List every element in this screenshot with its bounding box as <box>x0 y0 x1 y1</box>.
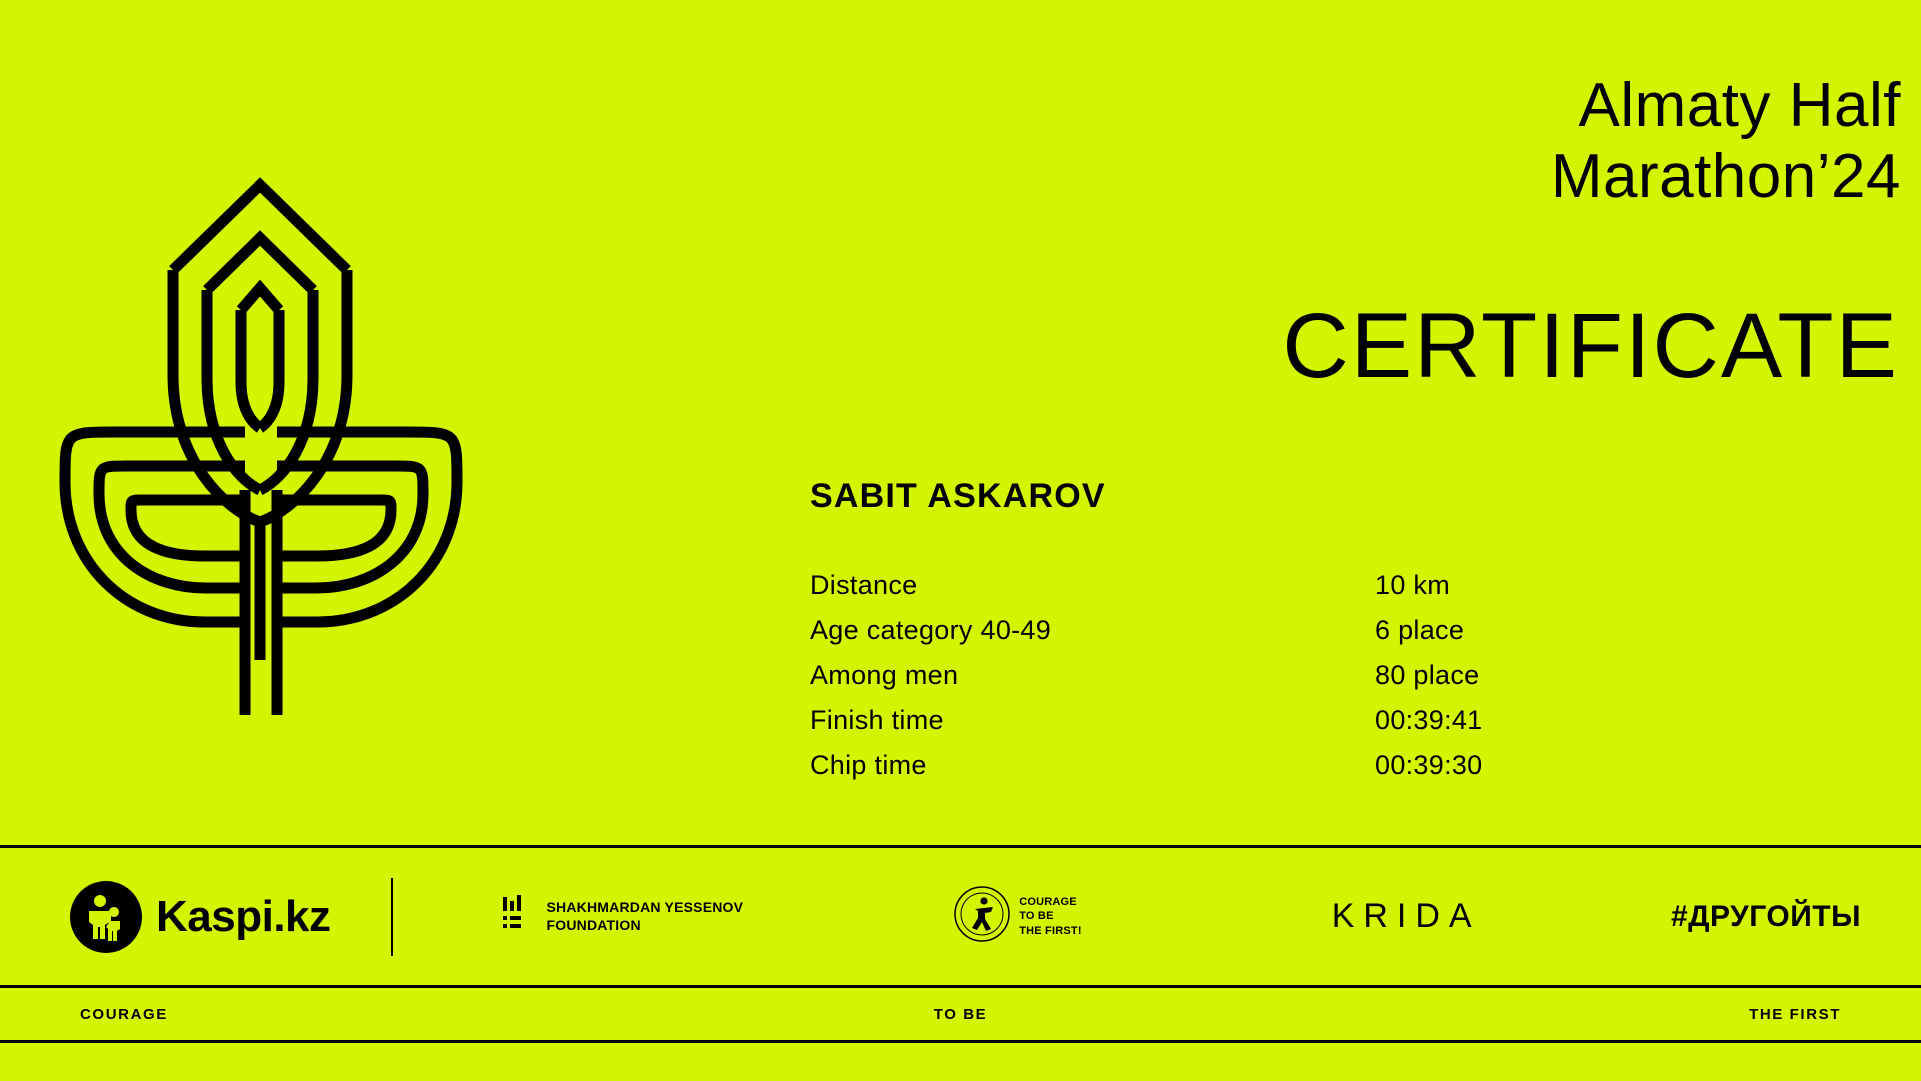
bottom-strip <box>0 1043 1921 1071</box>
result-row <box>810 570 1830 601</box>
corporate-line3: THE FIRST! <box>1019 924 1082 937</box>
corporate-fund-logo-icon <box>953 885 1011 948</box>
sponsor-strip <box>0 848 1921 985</box>
sponsor-corporate-fund <box>953 885 1082 948</box>
footer-right: THE FIRST <box>1749 1005 1841 1023</box>
result-row <box>810 705 1830 736</box>
result-label: Among men <box>810 660 959 690</box>
event-title-line2: Marathon’24 <box>1550 142 1901 212</box>
footer-divider-bottom <box>0 1040 1921 1043</box>
kaspi-logo-icon <box>70 881 142 953</box>
event-title <box>801 70 1901 213</box>
yessenov-wordmark <box>547 899 744 934</box>
sponsor-drugoity: #ДРУГОЙТЫ <box>1670 899 1861 933</box>
result-row <box>810 750 1830 781</box>
result-value: 00:39:41 <box>1375 705 1483 735</box>
result-label: Chip time <box>810 750 927 780</box>
result-value: 00:39:30 <box>1375 750 1483 780</box>
result-label: Age category 40-49 <box>810 615 1052 645</box>
sponsor-krida: KRIDA <box>1331 897 1481 935</box>
result-label: Finish time <box>810 705 944 735</box>
sponsor-yessenov <box>503 895 744 938</box>
event-title-line1: Almaty Half <box>1578 71 1901 140</box>
kaspi-wordmark: Kaspi.kz <box>156 891 331 941</box>
footer-slogan <box>0 988 1921 1040</box>
result-row <box>810 660 1830 691</box>
sponsor-separator <box>391 878 393 956</box>
yessenov-line2: FOUNDATION <box>546 916 641 933</box>
result-label: Distance <box>810 570 918 600</box>
athlete-name: SABIT ASKAROV <box>810 477 1106 515</box>
results-table <box>810 570 1830 795</box>
footer <box>0 985 1921 1043</box>
yessenov-line1: SHAKHMARDAN YESSENOV <box>546 899 744 915</box>
corporate-line1: COURAGE <box>1019 896 1077 909</box>
certificate-heading: CERTIFICATE <box>1282 295 1899 397</box>
result-row <box>810 615 1830 646</box>
result-value: 80 place <box>1375 660 1480 690</box>
result-value: 6 place <box>1375 615 1465 645</box>
corporate-line2: TO BE <box>1019 910 1054 923</box>
result-value: 10 km <box>1375 570 1451 600</box>
footer-left: COURAGE <box>80 1005 168 1023</box>
yessenov-logo-icon <box>503 895 535 938</box>
footer-center: TO BE <box>933 1005 988 1023</box>
tulip-logo-icon <box>55 160 575 740</box>
sponsor-kaspi <box>70 881 331 953</box>
corporate-fund-wordmark <box>1019 895 1082 938</box>
